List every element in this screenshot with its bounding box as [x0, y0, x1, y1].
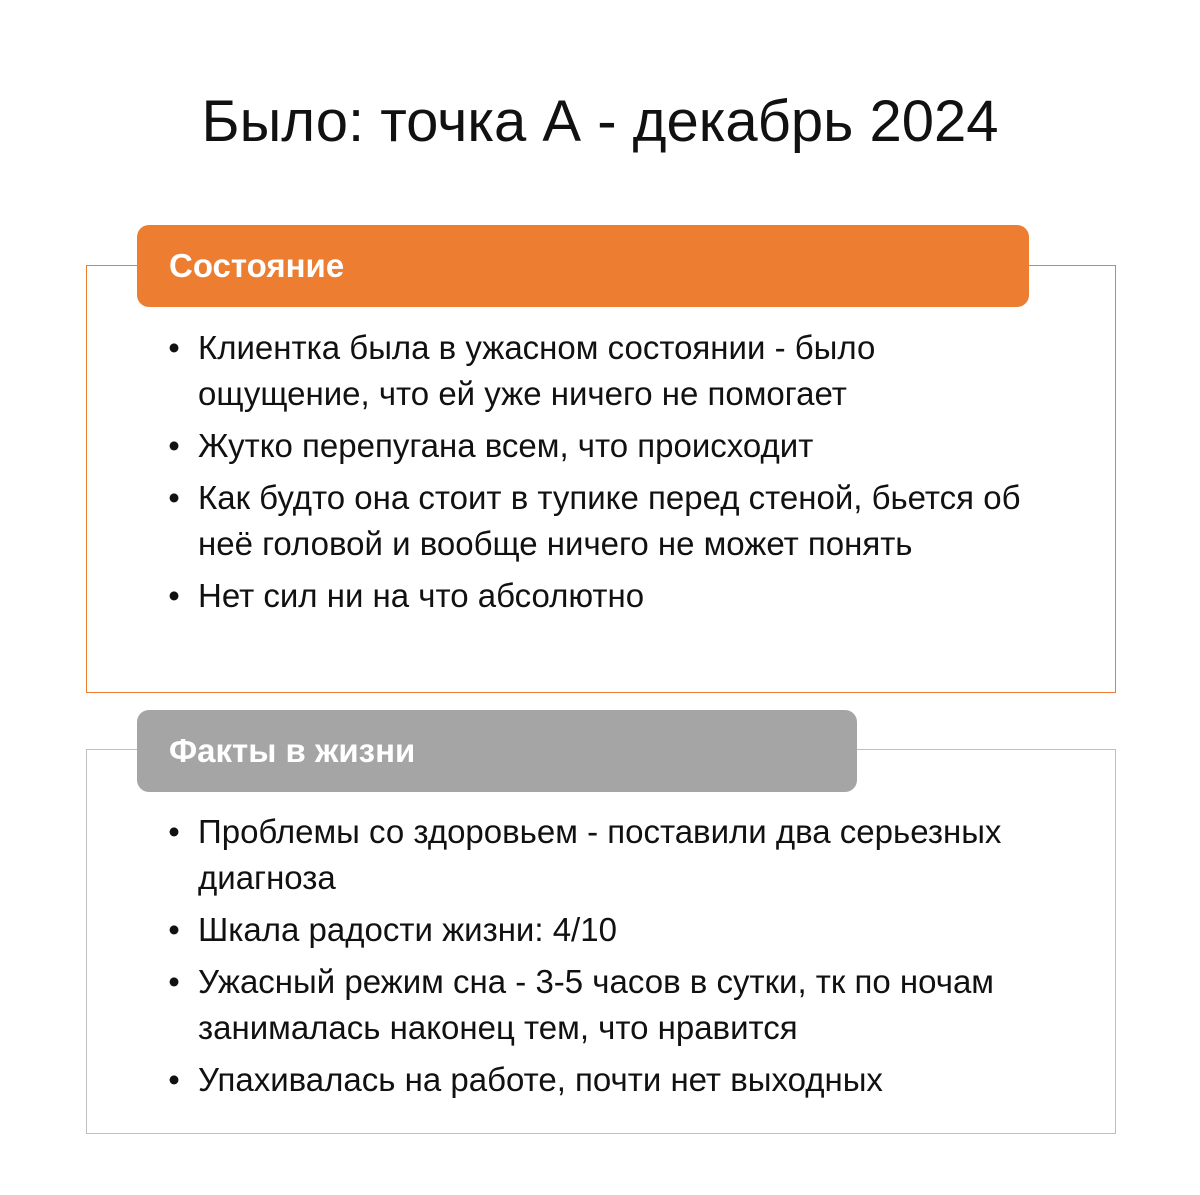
list-item [162, 475, 1022, 567]
list-item [162, 573, 1022, 619]
list-item [162, 423, 1022, 469]
bullet-icon: • [168, 911, 180, 948]
bullet-icon: • [168, 577, 180, 614]
list-item-text: Шкала радости жизни: 4/10 [198, 911, 617, 948]
bullet-icon: • [168, 329, 180, 366]
list-item [162, 907, 1022, 953]
bullet-icon: • [168, 479, 180, 516]
page-title: Было: точка А - декабрь 2024 [201, 89, 999, 154]
list-item-text: Ужасный режим сна - 3-5 часов в сутки, тк по ночам занималась наконец тем, что нравится [198, 963, 994, 1046]
state-bullet-list [162, 325, 1022, 625]
list-item-text: Проблемы со здоровьем - поставили два серьезных диагноза [198, 813, 1002, 896]
bullet-icon: • [168, 1061, 180, 1098]
list-item [162, 959, 1022, 1051]
list-item-text: Упахивалась на работе, почти нет выходных [198, 1061, 883, 1098]
list-item [162, 809, 1022, 901]
facts-section-header: Факты в жизни [137, 710, 857, 792]
list-item [162, 1057, 1022, 1103]
list-item-text: Жутко перепугана всем, что происходит [198, 427, 814, 464]
bullet-icon: • [168, 963, 180, 1000]
bullet-icon: • [168, 427, 180, 464]
facts-bullet-list [162, 809, 1022, 1109]
list-item-text: Нет сил ни на что абсолютно [198, 577, 645, 614]
bullet-icon: • [168, 813, 180, 850]
list-item-text: Клиентка была в ужасном состоянии - было ощущение, что ей уже ничего не помогает [198, 329, 876, 412]
state-section-header: Состояние [137, 225, 1029, 307]
list-item [162, 325, 1022, 417]
list-item-text: Как будто она стоит в тупике перед стеной, бьется об неё головой и вообще ничего не может понять [198, 479, 1021, 562]
